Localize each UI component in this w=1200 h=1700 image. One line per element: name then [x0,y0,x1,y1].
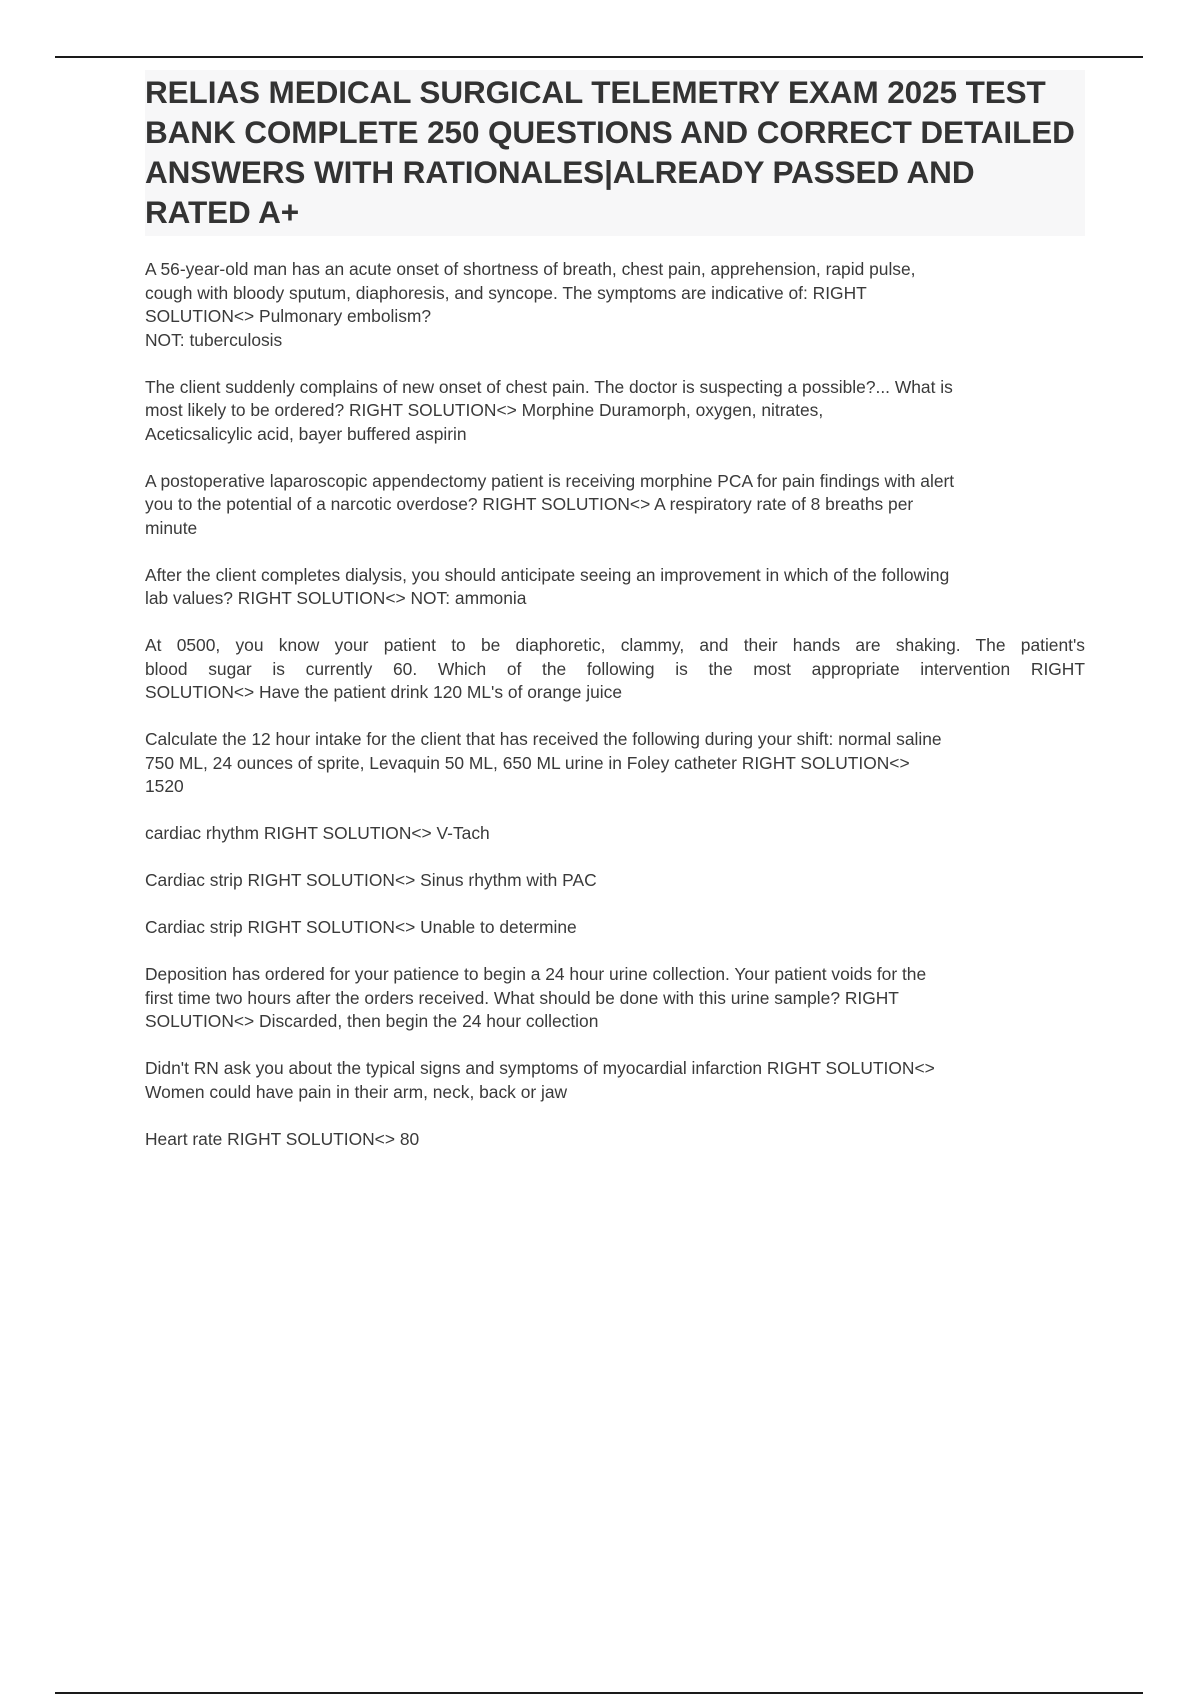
entry-line: most likely to be ordered? RIGHT SOLUTION<> Morphine Duramorph, oxygen, nitrates, [145,400,824,420]
question-list [145,258,1085,1151]
entry-line: minute [145,517,198,538]
question-entry [145,376,1085,447]
entry-line: you to the potential of a narcotic overdose? RIGHT SOLUTION<> A respiratory rate of 8 breaths per [145,494,914,514]
question-entry [145,258,1085,352]
entry-line: SOLUTION<> Have the patient drink 120 ML's of orange juice [145,682,622,702]
question-entry [145,822,1085,846]
entry-line: cough with bloody sputum, diaphoresis, and syncope. The symptoms are indicative of: RIGHT [145,282,867,303]
entry-line: lab values? RIGHT SOLUTION<> NOT: ammonia [145,588,527,608]
question-entry [145,963,1085,1034]
entry-line: 1520 [145,776,184,796]
entry-line: SOLUTION<> Pulmonary embolism? [145,306,432,326]
entry-line: The client suddenly complains of new onset of chest pain. The doctor is suspecting a possible?... What is [145,376,953,397]
entry-line: At 0500, you know your patient to be diaphoretic, clammy, and their hands are shaking. The patient's [145,635,1085,655]
entry-line: After the client completes dialysis, you should anticipate seeing an improvement in which of the following [145,564,950,585]
question-entry [145,564,1085,611]
document-body [145,70,1085,1175]
entry-line: Aceticsalicylic acid, bayer buffered aspirin [145,423,467,444]
question-entry [145,1128,1085,1152]
entry-line: Didn't RN ask you about the typical signs and symptoms of myocardial infarction RIGHT SOLUTION<> [145,1058,935,1078]
entry-line: Cardiac strip RIGHT SOLUTION<> Sinus rhythm with PAC [145,870,597,890]
question-entry [145,1057,1085,1104]
question-entry [145,916,1085,940]
entry-line: A 56-year-old man has an acute onset of shortness of breath, chest pain, apprehension, rapid pulse, [145,259,916,279]
entry-line: A postoperative laparoscopic appendectomy patient is receiving morphine PCA for pain findings with alert [145,470,955,491]
document-title: RELIAS MEDICAL SURGICAL TELEMETRY EXAM 2025 TEST BANK COMPLETE 250 QUESTIONS AND CORRECT DETAILED ANSWERS WITH RATIONALES|ALREADY PASSED AND RATED A+ [145,70,1085,236]
entry-line: Heart rate RIGHT SOLUTION<> 80 [145,1128,420,1149]
question-entry [145,470,1085,541]
entry-line: Cardiac strip RIGHT SOLUTION<> Unable to determine [145,917,577,937]
entry-line: cardiac rhythm RIGHT SOLUTION<> V-Tach [145,823,490,843]
entry-line: NOT: tuberculosis [145,329,283,350]
entry-line: Calculate the 12 hour intake for the client that has received the following during your shift: normal saline [145,729,942,749]
bottom-rule [55,1692,1143,1694]
entry-line: Deposition has ordered for your patience to begin a 24 hour urine collection. Your patient voids for the [145,964,927,984]
entry-line: Women could have pain in their arm, neck, back or jaw [145,1081,568,1102]
entry-line: first time two hours after the orders received. What should be done with this urine sample? RIGHT [145,987,899,1008]
entry-line: 750 ML, 24 ounces of sprite, Levaquin 50 ML, 650 ML urine in Foley catheter RIGHT SOLUTION<> [145,752,910,773]
top-rule [55,56,1143,58]
question-entry [145,728,1085,799]
question-entry [145,634,1085,705]
entry-line: SOLUTION<> Discarded, then begin the 24 hour collection [145,1011,599,1031]
entry-line: blood sugar is currently 60. Which of the following is the most appropriate intervention RIGHT [145,658,1085,679]
question-entry [145,869,1085,893]
